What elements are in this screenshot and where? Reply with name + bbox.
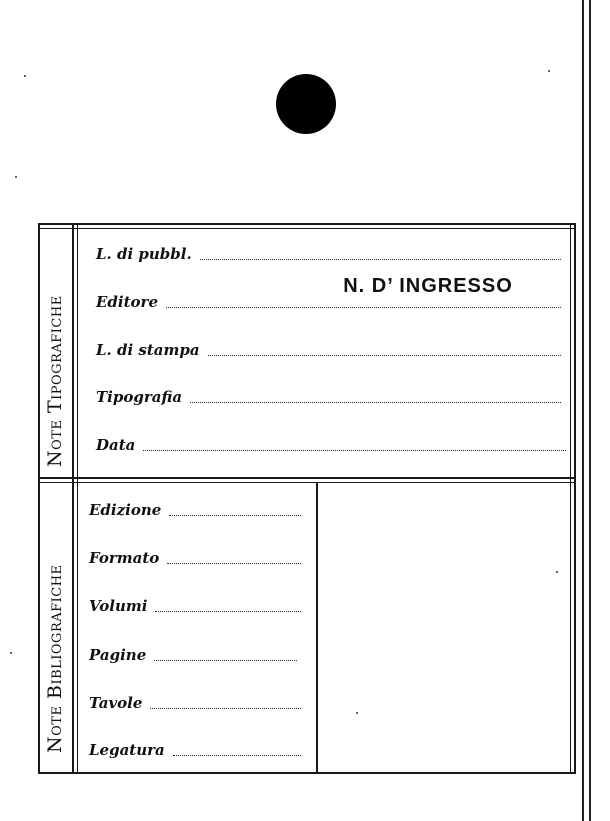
fill-line bbox=[173, 754, 301, 756]
fill-line bbox=[167, 562, 301, 564]
field-label: Tavole bbox=[89, 694, 143, 712]
field-row-tipografia bbox=[96, 388, 561, 406]
numero-ingresso-heading: N. D’ INGRESSO bbox=[343, 275, 513, 297]
field-row-luogo-pubblicazione bbox=[96, 245, 561, 263]
speck bbox=[24, 75, 26, 77]
field-label: Data bbox=[96, 436, 136, 454]
speck bbox=[10, 652, 12, 654]
field-label: L. di pubbl. bbox=[96, 245, 192, 263]
fill-line bbox=[143, 449, 566, 451]
section-divider bbox=[38, 477, 576, 479]
field-row-luogo-stampa bbox=[96, 341, 561, 359]
field-label: Volumi bbox=[89, 597, 148, 615]
field-row-edizione bbox=[89, 501, 301, 519]
note-tipografiche-label: Note Tipografiche bbox=[44, 295, 66, 467]
card-inner-right-rule bbox=[570, 223, 571, 774]
page-edge-line bbox=[589, 0, 591, 821]
fill-line bbox=[190, 401, 561, 403]
fill-line bbox=[169, 514, 301, 516]
field-row-tavole bbox=[89, 694, 301, 712]
speck bbox=[548, 70, 550, 72]
punch-hole bbox=[276, 74, 336, 134]
section-divider-thin bbox=[38, 482, 576, 483]
field-label: L. di stampa bbox=[96, 341, 200, 359]
field-label: Pagine bbox=[89, 646, 147, 664]
field-label: Formato bbox=[89, 549, 160, 567]
label-column-rule bbox=[72, 223, 74, 774]
fill-line bbox=[166, 306, 561, 308]
label-column-rule-thin bbox=[77, 223, 78, 774]
field-label: Edizione bbox=[89, 501, 162, 519]
page-edge-line bbox=[582, 0, 584, 821]
field-row-data bbox=[96, 436, 566, 454]
library-card bbox=[38, 223, 576, 774]
field-label: Legatura bbox=[89, 741, 165, 759]
field-label: Tipografia bbox=[96, 388, 183, 406]
field-row-legatura bbox=[89, 741, 301, 759]
ingresso-column-rule bbox=[316, 483, 318, 774]
field-label: Editore bbox=[96, 293, 158, 311]
fill-line bbox=[200, 258, 561, 260]
fill-line bbox=[155, 610, 301, 612]
fill-line bbox=[208, 354, 561, 356]
fill-line bbox=[154, 659, 297, 661]
card-inner-top-rule bbox=[38, 228, 576, 229]
field-row-volumi bbox=[89, 597, 301, 615]
field-row-formato bbox=[89, 549, 301, 567]
speck bbox=[15, 176, 17, 178]
note-bibliografiche-label: Note Bibliografiche bbox=[44, 564, 66, 753]
fill-line bbox=[150, 707, 301, 709]
field-row-pagine bbox=[89, 646, 297, 664]
